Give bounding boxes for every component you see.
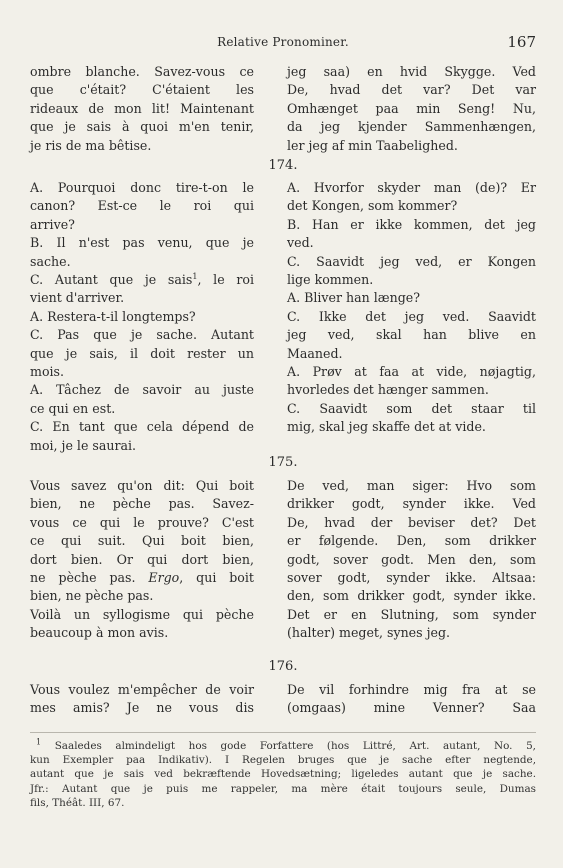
text-line: Vous savez qu'on dit: Qui boit — [30, 478, 254, 493]
text-line: beaucoup à mon avis. — [30, 625, 169, 641]
page-header — [30, 33, 536, 53]
text-line: mois. — [30, 364, 65, 380]
text-line: A. Bliver han længe? — [287, 290, 420, 306]
text-line: Omhænget paa min Seng! Nu, — [287, 100, 536, 116]
section-176 — [30, 681, 536, 721]
text-line: hvorledes det hænger sammen. — [287, 382, 489, 398]
danish-column — [287, 63, 536, 155]
text-line: De, hvad der beviser det? Det — [287, 514, 536, 530]
french-column — [30, 179, 254, 455]
text-line: B. Han er ikke kommen, det jeg — [287, 216, 536, 232]
text-line: ce qui en est. — [30, 400, 116, 416]
section-number-176: 176. — [268, 659, 298, 674]
text-line: dort bien. Or qui dort bien, — [30, 551, 254, 567]
text-line: arrive? — [30, 216, 75, 232]
danish-column — [287, 681, 536, 718]
italic-word: Ergo — [148, 570, 180, 586]
text-line: canon? Est-ce le roi qui — [30, 198, 254, 214]
text-line: C. Saavidt som det staar til — [287, 400, 536, 416]
text-fragment: Saaledes almindeligt hos gode Forfattere (hos Littré, Art. autant, No. 5, — [54, 740, 536, 752]
text-line: De ved, man siger: Hvo som — [287, 478, 536, 493]
text-line: bien, ne pèche pas. — [30, 588, 154, 604]
text-line: den, som drikker godt, synder ikke. — [287, 588, 536, 604]
text-line: drikker godt, synder ikke. Ved — [287, 496, 536, 512]
text-line: ved. — [287, 235, 314, 251]
text-line: que je sais à quoi m'en tenir, — [30, 119, 254, 135]
footnote-marker: 1 — [36, 737, 42, 747]
footnote-line: autant que je sais ved bekræftende Hovedsætning; ligeledes autant que je sache. — [30, 768, 536, 781]
text-line: bien, ne pèche pas. Savez- — [30, 496, 254, 512]
text-line: A. Restera-t-il longtemps? — [30, 308, 196, 324]
french-column — [30, 477, 254, 643]
french-column — [30, 63, 254, 155]
running-title: Relative Pronominer. — [217, 35, 349, 49]
danish-column — [287, 179, 536, 437]
text-line: Maaned. — [287, 345, 343, 361]
text-line: A. Prøv at faa at vide, nøjagtig, — [287, 364, 536, 380]
text-fragment: , qui boit — [179, 570, 254, 586]
section-number-175: 175. — [268, 455, 298, 470]
text-line: C. En tant que cela dépend de — [30, 419, 254, 435]
text-fragment: ne pèche pas. — [30, 570, 149, 586]
text-line: (halter) meget, synes jeg. — [287, 625, 451, 641]
text-line: ler jeg af min Taabelighed. — [287, 137, 458, 153]
text-line: B. Il n'est pas venu, que je — [30, 235, 254, 251]
text-line: er følgende. Den, som drikker — [287, 533, 536, 549]
footnote-divider — [30, 732, 536, 733]
page-number: 167 — [507, 33, 536, 51]
section-174 — [30, 179, 536, 474]
section-173-continuation — [30, 63, 536, 158]
text-line: C. Ikke det jeg ved. Saavidt — [287, 308, 536, 324]
text-fragment: , le roi — [197, 272, 254, 288]
text-line: C. Saavidt jeg ved, er Kongen — [287, 253, 536, 269]
text-line: (omgaas) mine Venner? Saa — [287, 700, 536, 716]
text-line: moi, je le saurai. — [30, 437, 137, 453]
text-line: rideaux de mon lit! Maintenant — [30, 100, 254, 116]
text-line: jeg saa) en hvid Skygge. Ved — [287, 64, 536, 79]
text-line: det Kongen, som kommer? — [287, 198, 458, 214]
text-line — [30, 569, 254, 587]
text-line: da jeg kjender Sammenhængen, — [287, 119, 536, 135]
text-line: lige kommen. — [287, 272, 374, 288]
text-line: que c'était? C'étaient les — [30, 82, 254, 98]
text-line: que je sais, il doit rester un — [30, 345, 254, 361]
text-line: mig, skal jeg skaffe det at vide. — [287, 419, 486, 435]
danish-column — [287, 477, 536, 643]
text-line: Det er en Slutning, som synder — [287, 606, 536, 622]
footnote — [30, 739, 536, 810]
text-line: Voilà un syllogisme qui pèche — [30, 606, 254, 622]
text-line: A. Tâchez de savoir au juste — [30, 382, 254, 398]
text-line: Vous voulez m'empêcher de voir — [30, 682, 254, 697]
text-line: C. Pas que je sache. Autant — [30, 327, 254, 343]
footnote-line: kun Exempler paa Indikativ). I Regelen bruges que je sache efter negtende, — [30, 754, 536, 767]
text-line — [30, 271, 254, 289]
text-fragment: C. Autant que je sais — [30, 272, 193, 288]
section-175 — [30, 477, 536, 687]
text-line: A. Pourquoi donc tire-t-on le — [30, 180, 254, 195]
text-line: vous ce qui le prouve? C'est — [30, 514, 254, 530]
section-number-174: 174. — [268, 158, 298, 173]
footnote-marker: 1 — [192, 271, 198, 281]
text-line: je ris de ma bêtise. — [30, 137, 152, 153]
footnote-line: fils, Théât. III, 67. — [30, 796, 125, 809]
text-line: mes amis? Je ne vous dis — [30, 700, 254, 716]
footnote-line — [30, 739, 536, 753]
text-line: De, hvad det var? Det var — [287, 82, 536, 98]
text-line: sover godt, synder ikke. Altsaa: — [287, 570, 536, 586]
footnote-line: Jfr.: Autant que je puis me rappeler, ma mère était toujours seule, Dumas — [30, 782, 536, 795]
text-line: vient d'arriver. — [30, 290, 125, 306]
text-line: godt, sover godt. Men den, som — [287, 551, 536, 567]
text-line: A. Hvorfor skyder man (de)? Er — [287, 180, 536, 195]
text-line: ce qui suit. Qui boit bien, — [30, 533, 254, 549]
text-line: sache. — [30, 253, 71, 269]
text-line: De vil forhindre mig fra at se — [287, 682, 536, 697]
french-column — [30, 681, 254, 718]
text-line: jeg ved, skal han blive en — [287, 327, 536, 343]
text-line: ombre blanche. Savez-vous ce — [30, 64, 254, 79]
